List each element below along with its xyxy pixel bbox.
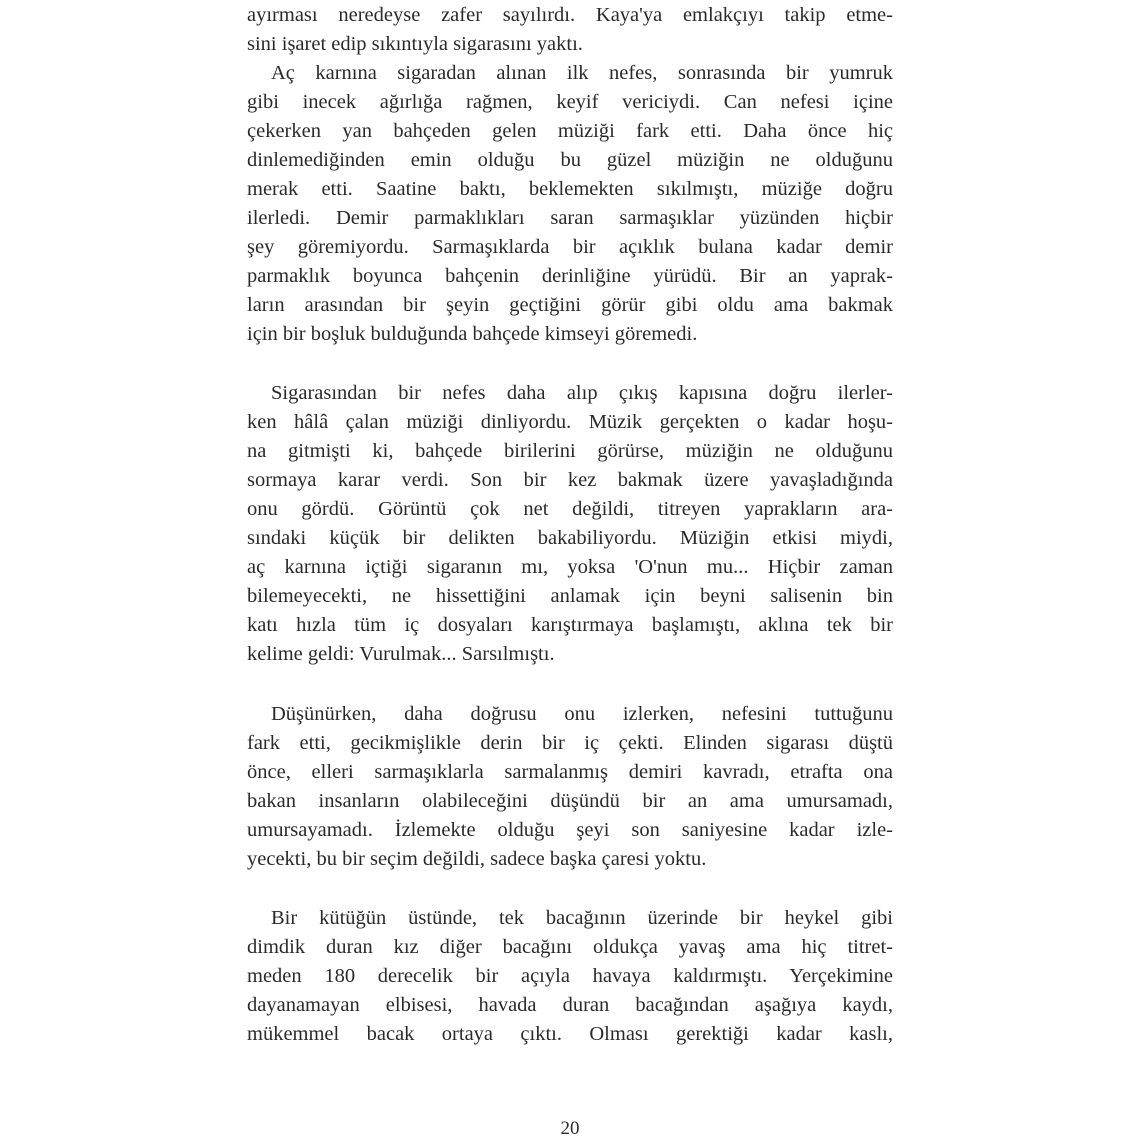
text-line <box>247 408 893 437</box>
text-line-content: sındaki küçük bir delikten bakabiliyordu. Müziğin etkisi miydi, <box>247 527 893 549</box>
text-line <box>247 904 893 933</box>
paragraph <box>247 379 893 669</box>
paragraph <box>247 904 893 1049</box>
text-line-content: kelime geldi: Vurulmak... Sarsılmıştı. <box>247 643 555 665</box>
text-line <box>247 320 893 349</box>
text-line <box>247 845 893 874</box>
text-line <box>247 991 893 1020</box>
text-line-content: fark etti, gecikmişlikle derin bir iç çekti. Elinden sigarası düştü <box>247 732 893 754</box>
text-line-content: yecekti, bu bir seçim değildi, sadece başka çaresi yoktu. <box>247 848 707 870</box>
text-line-content: gibi inecek ağırlığa rağmen, keyif vericiydi. Can nefesi içine <box>247 91 893 113</box>
text-line <box>247 758 893 787</box>
text-line-content: parmaklık boyunca bahçenin derinliğine yürüdü. Bir an yaprak- <box>247 265 893 287</box>
text-line-content: katı hızla tüm iç dosyaları karıştırmaya başlamıştı, aklına tek bir <box>247 614 893 636</box>
text-line <box>247 175 893 204</box>
text-line-content: dayanamayan elbisesi, havada duran bacağından aşağıya kaydı, <box>247 994 893 1016</box>
text-line-content: çekerken yan bahçeden gelen müziği fark etti. Daha önce hiç <box>247 120 893 142</box>
text-line <box>247 816 893 845</box>
text-line <box>247 700 893 729</box>
text-line <box>247 88 893 117</box>
text-line-content: Düşünürken, daha doğrusu onu izlerken, nefesini tuttuğunu <box>271 703 893 725</box>
text-line-content: önce, elleri sarmaşıklarla sarmalanmış demiri kavradı, etrafta ona <box>247 761 893 783</box>
text-line <box>247 582 893 611</box>
text-line <box>247 640 893 669</box>
text-line-content: mükemmel bacak ortaya çıktı. Olması gerektiği kadar kaslı, <box>247 1023 893 1045</box>
page-number: 20 <box>560 1118 580 1139</box>
text-line-content: için bir boşluk bulduğunda bahçede kimseyi göremedi. <box>247 323 698 345</box>
text-line <box>247 962 893 991</box>
text-line-content: dinlemediğinden emin olduğu bu güzel müziğin ne olduğunu <box>247 149 893 171</box>
paragraph <box>247 1 893 59</box>
text-line <box>247 233 893 262</box>
text-line <box>247 787 893 816</box>
text-line <box>247 204 893 233</box>
text-line <box>247 729 893 758</box>
text-line <box>247 495 893 524</box>
text-line-content: na gitmişti ki, bahçede birilerini görürse, müziğin ne olduğunu <box>247 440 893 462</box>
text-line <box>247 933 893 962</box>
text-line-content: merak etti. Saatine baktı, beklemekten sıkılmıştı, müziğe doğru <box>247 178 893 200</box>
text-line-content: Bir kütüğün üstünde, tek bacağının üzerinde bir heykel gibi <box>271 907 893 929</box>
text-line-content: aç karnına içtiği sigaranın mı, yoksa 'O'nun mu... Hiçbir zaman <box>247 556 893 578</box>
text-line-content: bakan insanların olabileceğini düşündü bir an ama umursamadı, <box>247 790 893 812</box>
text-line-content: sini işaret edip sıkıntıyla sigarasını yaktı. <box>247 33 583 55</box>
text-line-content: umursayamadı. İzlemekte olduğu şeyi son saniyesine kadar izle- <box>247 819 893 841</box>
text-line <box>247 30 893 59</box>
text-line-content: sormaya karar verdi. Son bir kez bakmak üzere yavaşladığında <box>247 469 893 491</box>
text-line-content: ilerledi. Demir parmaklıkları saran sarmaşıklar yüzünden hiçbir <box>247 207 893 229</box>
text-line-content: onu gördü. Görüntü çok net değildi, titreyen yaprakların ara- <box>247 498 893 520</box>
text-line <box>247 466 893 495</box>
text-line-content: ayırması neredeyse zafer sayılırdı. Kaya'ya emlakçıyı takip etme- <box>247 4 893 26</box>
paragraph <box>247 700 893 874</box>
text-line-content: ların arasından bir şeyin geçtiğini görür gibi oldu ama bakmak <box>247 294 893 316</box>
text-line <box>247 262 893 291</box>
paragraph <box>247 59 893 349</box>
text-line <box>247 379 893 408</box>
text-line <box>247 524 893 553</box>
text-line-content: ken hâlâ çalan müziği dinliyordu. Müzik gerçekten o kadar hoşu- <box>247 411 893 433</box>
text-line <box>247 146 893 175</box>
text-line <box>247 117 893 146</box>
text-line-content: Sigarasından bir nefes daha alıp çıkış kapısına doğru ilerler- <box>271 382 893 404</box>
text-line <box>247 1 893 30</box>
text-line <box>247 1020 893 1049</box>
text-line <box>247 291 893 320</box>
text-line-content: şey göremiyordu. Sarmaşıklarda bir açıklık bulana kadar demir <box>247 236 893 258</box>
text-line <box>247 437 893 466</box>
text-line-content: bilemeyecekti, ne hissettiğini anlamak için beyni salisenin bin <box>247 585 893 607</box>
text-line <box>247 611 893 640</box>
text-line <box>247 59 893 88</box>
text-line <box>247 553 893 582</box>
text-line-content: Aç karnına sigaradan alınan ilk nefes, sonrasında bir yumruk <box>271 62 893 84</box>
text-line-content: dimdik duran kız diğer bacağını oldukça yavaş ama hiç titret- <box>247 936 893 958</box>
text-line-content: meden 180 derecelik bir açıyla havaya kaldırmıştı. Yerçekimine <box>247 965 893 987</box>
